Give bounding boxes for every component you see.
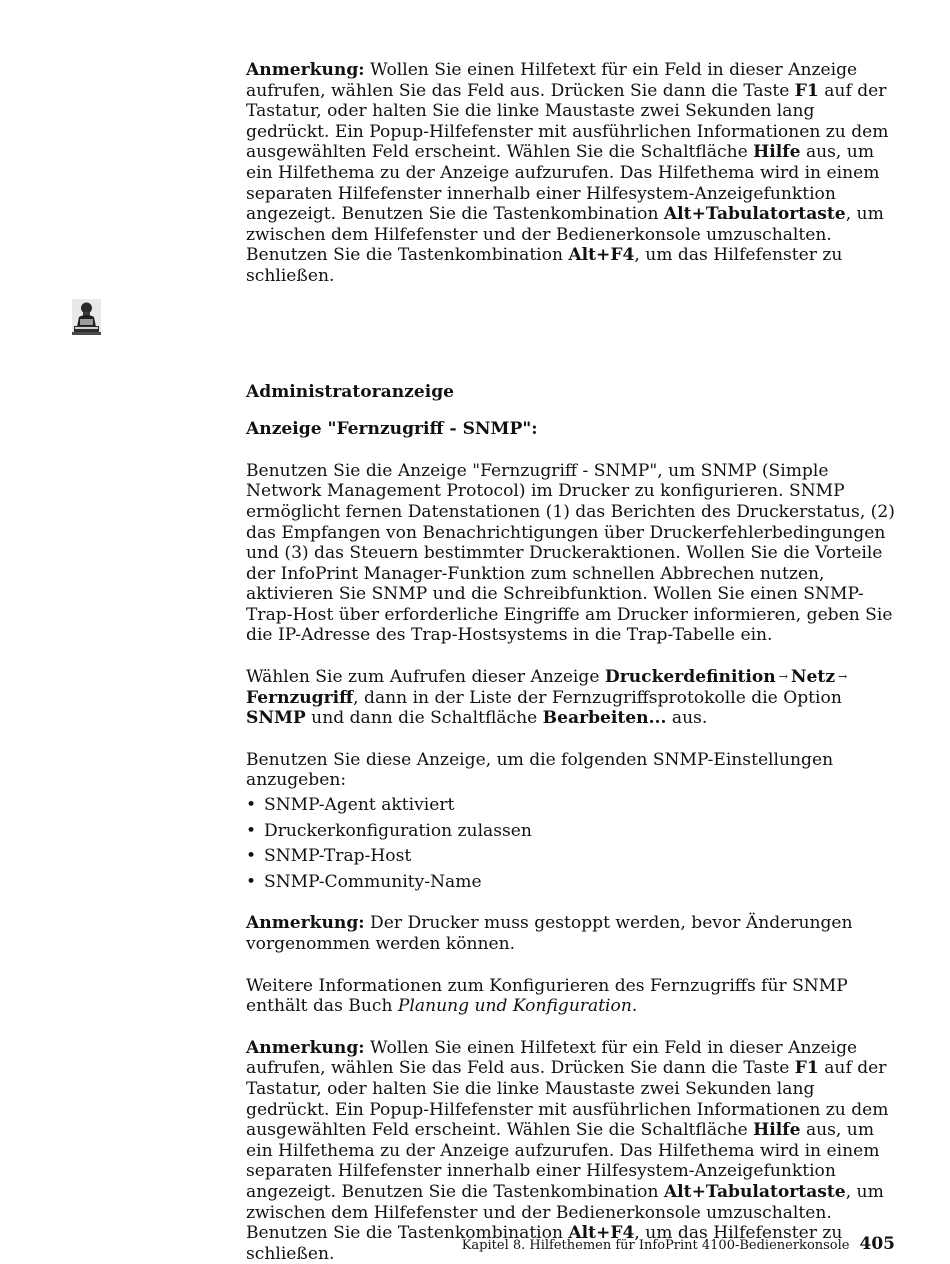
settings-intro: Benutzen Sie diese Anzeige, um die folgenden SNMP-Einstellungen anzugeben: (246, 749, 834, 791)
note-label: Anmerkung: (246, 60, 365, 80)
list-item-text: SNMP-Agent aktiviert (264, 795, 455, 816)
key-alt-f4: Alt+F4 (568, 1223, 635, 1244)
arrow-icon: → (838, 670, 848, 684)
arrow-icon: → (778, 670, 788, 684)
nav-text: aus. (666, 708, 708, 729)
bullet-icon: • (246, 846, 257, 867)
note-text: , um das Hilfefenster zu schließen. (246, 1223, 843, 1264)
note-label: Anmerkung: (246, 913, 365, 934)
nav-text: , dann in der Liste der Fernzugriffsprotokolle die Option (353, 687, 842, 708)
key-alt-tab: Alt+Tabulatortaste (663, 204, 846, 225)
note-text: auf der Tastatur, oder halten Sie die linke Maustaste zwei Sekunden lang gedrückt. Ein Popup-Hilfefenster mit ausführlichen Informationen zu dem ausgewählten Feld erscheint. Wählen Sie die Schaltfläche (246, 80, 889, 163)
help-button-name: Hilfe (753, 1120, 801, 1141)
note-text: aus, um ein Hilfethema zu der Anzeige aufzurufen. Das Hilfethema wird in einem separaten Hilfefenster innerhalb einer Hilfesystem-Anzeigefunktion angezeigt. Benutzen Sie die Tastenkombination (246, 1120, 880, 1202)
note-text: , um zwischen dem Hilfefenster und der Bedienerkonsole umzuschalten. Benutzen Sie die Tastenkombination (246, 1181, 884, 1244)
help-button-name: Hilfe (753, 142, 801, 163)
nav-button-bearbeiten: Bearbeiten... (542, 708, 667, 729)
note-text: , um zwischen dem Hilfefenster und der Bedienerkonsole umzuschalten. Benutzen Sie die Tastenkombination (246, 204, 884, 266)
note-text: Wollen Sie einen Hilfetext für ein Feld in dieser Anzeige aufrufen, wählen Sie das Feld aus. Drücken Sie dann die Taste (246, 1037, 858, 1079)
book-title: Planung und Konfiguration (397, 996, 632, 1017)
navigation-paragraph (246, 667, 896, 729)
list-item-text: SNMP-Community-Name (264, 871, 482, 892)
bullet-icon: • (246, 871, 257, 892)
nav-path-netz: Netz (790, 667, 836, 688)
nav-path-fernzugriff: Fernzugriff (246, 687, 354, 708)
administrator-icon (72, 299, 101, 335)
note-text: auf der Tastatur, oder halten Sie die linke Maustaste zwei Sekunden lang gedrückt. Ein Popup-Hilfefenster mit ausführlichen Informationen zu dem ausgewählten Feld erscheint. Wählen Sie die Schaltfläche (246, 1058, 889, 1141)
more-info-text: Weitere Informationen zum Konfigurieren des Fernzugriffs für SNMP enthält das Buch (246, 975, 848, 1017)
key-alt-tab: Alt+Tabulatortaste (663, 1181, 846, 1202)
note-text: aus, um ein Hilfethema zu der Anzeige aufzurufen. Das Hilfethema wird in einem separaten Hilfefenster innerhalb einer Hilfesystem-Anzeigefunktion angezeigt. Benutzen Sie die Tastenkombination (246, 142, 880, 225)
note-text: Wollen Sie einen Hilfetext für ein Feld in dieser Anzeige aufrufen, wählen Sie das Feld aus. Drücken Sie dann die Taste (246, 60, 858, 101)
section-heading-admin: Administratoranzeige (246, 381, 455, 402)
list-item (246, 821, 896, 842)
intro-paragraph: Benutzen Sie die Anzeige "Fernzugriff - SNMP", um SNMP (Simple Network Management Protocol) im Drucker zu konfigurieren. SNMP ermöglicht fernen Datenstationen (1) das Berichten des Druckerstatus, (2) das Empfangen von Benachrichtigungen über Druckerfehlerbedingungen und (3) das Steuern bestimmter Druckeraktionen. Wollen Sie die Vorteile der InfoPrint Manager-Funktion zum schnellen Abbrechen nutzen, aktivieren Sie SNMP und die Schreibfunktion. Wollen Sie einen SNMP-Trap-Host über erforderliche Eingriffe am Drucker informieren, geben Sie die IP-Adresse des Trap-Hostsystems in die Trap-Tabelle ein. (246, 460, 895, 646)
list-item (246, 872, 896, 893)
footer-chapter: Kapitel 8. Hilfethemen für InfoPrint 4100-Bedienerkonsole (461, 1238, 850, 1253)
help-note-top (246, 60, 896, 287)
bullet-icon: • (246, 795, 257, 816)
nav-text: Wählen Sie zum Aufrufen dieser Anzeige (246, 667, 605, 688)
nav-path-druckerdefinition: Druckerdefinition (604, 667, 776, 688)
note-text: Der Drucker muss gestoppt werden, bevor Änderungen vorgenommen werden können. (246, 913, 853, 954)
more-info-end: . (631, 996, 638, 1017)
key-f1: F1 (794, 1058, 819, 1079)
bullet-icon: • (246, 820, 257, 841)
nav-option-snmp: SNMP (246, 708, 306, 729)
page-content (246, 60, 896, 1264)
page-footer (462, 1234, 895, 1256)
section-heading-snmp: Anzeige "Fernzugriff - SNMP": (246, 419, 538, 440)
list-item (246, 795, 896, 816)
list-item (246, 846, 896, 867)
key-alt-f4: Alt+F4 (568, 245, 635, 266)
note-text: , um das Hilfefenster zu schließen. (246, 245, 843, 286)
page-number: 405 (859, 1234, 895, 1254)
nav-text: und dann die Schaltfläche (305, 708, 543, 729)
help-note-bottom (246, 1038, 896, 1264)
stop-printer-note (246, 913, 896, 954)
settings-list (246, 795, 896, 892)
note-label: Anmerkung: (246, 1037, 365, 1058)
list-item-text: SNMP-Trap-Host (264, 846, 412, 867)
more-info-paragraph (246, 976, 896, 1017)
list-item-text: Druckerkonfiguration zulassen (264, 820, 532, 841)
key-f1: F1 (794, 80, 819, 101)
